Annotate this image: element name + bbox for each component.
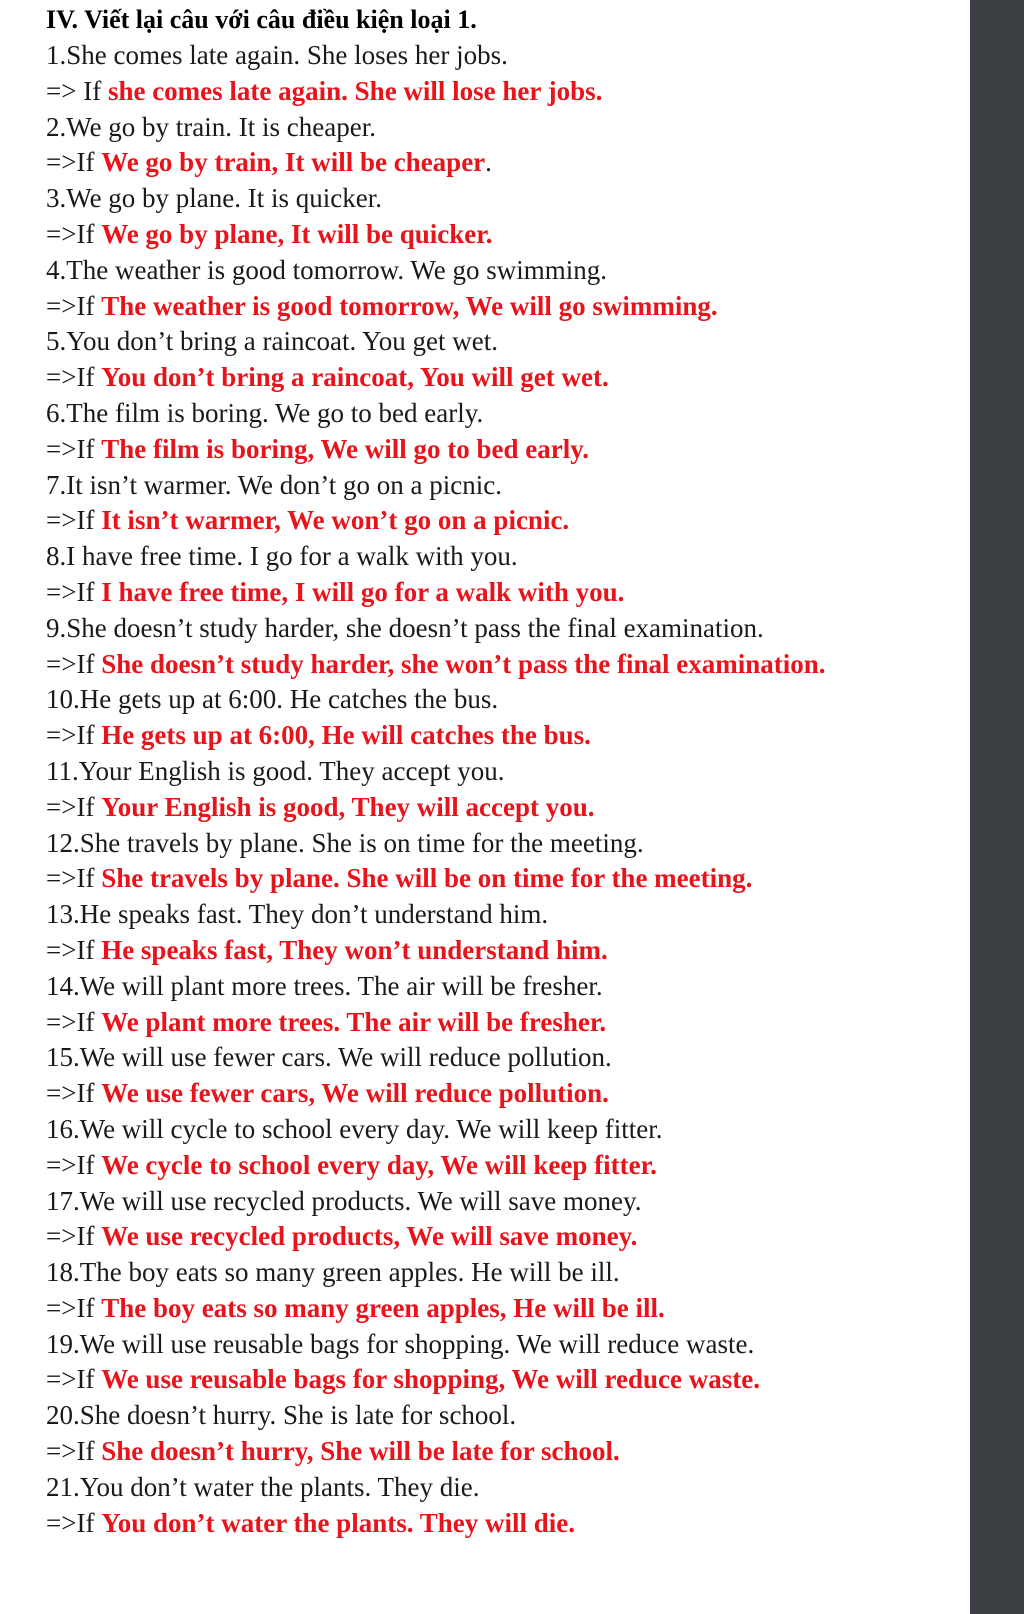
- exercise-item: [46, 253, 961, 325]
- answer-prefix: =>If: [46, 505, 102, 536]
- question-sentence: 10.He gets up at 6:00. He catches the bus.: [46, 684, 499, 715]
- exercise-item: [46, 539, 961, 611]
- answer-text: The boy eats so many green apples, He will be ill.: [101, 1292, 665, 1323]
- answer-text: You don’t bring a raincoat, You will get wet.: [101, 362, 609, 393]
- exercise-item: [46, 682, 961, 754]
- exercise-item: [46, 1255, 961, 1327]
- question-sentence: 6.The film is boring. We go to bed early.: [46, 397, 484, 428]
- answer-line: [46, 575, 961, 611]
- question-sentence: 11.Your English is good. They accept you.: [46, 755, 505, 786]
- document-content: [46, 2, 961, 1541]
- answer-line: [46, 74, 961, 110]
- answer-prefix: =>If: [46, 576, 102, 607]
- answer-prefix: => If: [46, 75, 108, 106]
- answer-line: [46, 145, 961, 181]
- answer-prefix: =>If: [46, 218, 102, 249]
- exercise-item: [46, 38, 961, 110]
- exercise-item: [46, 181, 961, 253]
- exercise-item: [46, 754, 961, 826]
- exercise-item: [46, 1398, 961, 1470]
- question-sentence: 21.You don’t water the plants. They die.: [46, 1471, 480, 1502]
- question-sentence: 7.It isn’t warmer. We don’t go on a picnic.: [46, 469, 502, 500]
- answer-text: We use recycled products, We will save money.: [101, 1221, 638, 1252]
- exercise-heading: IV. Viết lại câu với câu điều kiện loại 1.: [46, 5, 477, 34]
- question-sentence: 3.We go by plane. It is quicker.: [46, 183, 382, 214]
- question-sentence: 9.She doesn’t study harder, she doesn’t pass the final examination.: [46, 612, 764, 643]
- exercise-item: [46, 1040, 961, 1112]
- answer-text: I have free time, I will go for a walk with you.: [101, 576, 625, 607]
- answer-text: We cycle to school every day, We will keep fitter.: [101, 1149, 657, 1180]
- question-sentence: 14.We will plant more trees. The air will be fresher.: [46, 970, 603, 1001]
- question-sentence: 18.The boy eats so many green apples. He will be ill.: [46, 1257, 620, 1288]
- answer-line: [46, 360, 961, 396]
- answer-prefix: =>If: [46, 863, 102, 894]
- question-sentence: 15.We will use fewer cars. We will reduce pollution.: [46, 1042, 612, 1073]
- answer-text: He speaks fast, They won’t understand him.: [101, 934, 608, 965]
- question-sentence: 8.I have free time. I go for a walk with you.: [46, 541, 518, 572]
- question-sentence: 19.We will use reusable bags for shopping. We will reduce waste.: [46, 1328, 755, 1359]
- answer-line: [46, 1076, 961, 1112]
- question-sentence: 20.She doesn’t hurry. She is late for school.: [46, 1400, 517, 1431]
- exercise-item: [46, 324, 961, 396]
- exercise-item: [46, 969, 961, 1041]
- exercise-item: [46, 897, 961, 969]
- answer-line: [46, 1219, 961, 1255]
- answer-prefix: =>If: [46, 1436, 102, 1467]
- answer-prefix: =>If: [46, 1221, 102, 1252]
- question-sentence: 17.We will use recycled products. We will save money.: [46, 1185, 642, 1216]
- answer-text: The film is boring, We will go to bed early.: [101, 433, 589, 464]
- exercise-item: [46, 396, 961, 468]
- answer-prefix: =>If: [46, 1149, 102, 1180]
- answer-line: [46, 790, 961, 826]
- question-sentence: 4.The weather is good tomorrow. We go swimming.: [46, 254, 607, 285]
- question-sentence: 5.You don’t bring a raincoat. You get wet.: [46, 326, 498, 357]
- answer-text: she comes late again. She will lose her jobs.: [107, 75, 603, 106]
- answer-text: It isn’t warmer, We won’t go on a picnic.: [101, 505, 570, 536]
- answer-prefix: =>If: [46, 648, 102, 679]
- question-sentence: 13.He speaks fast. They don’t understand him.: [46, 899, 549, 930]
- question-sentence: 12.She travels by plane. She is on time for the meeting.: [46, 827, 644, 858]
- answer-prefix: =>If: [46, 1292, 102, 1323]
- answer-prefix: =>If: [46, 1507, 102, 1538]
- answer-text: You don’t water the plants. They will die.: [101, 1507, 575, 1538]
- answer-line: [46, 1506, 961, 1542]
- answer-line: [46, 1291, 961, 1327]
- answer-line: [46, 647, 961, 683]
- answer-text: We go by plane, It will be quicker.: [101, 218, 493, 249]
- answer-text: We plant more trees. The air will be fresher.: [101, 1006, 607, 1037]
- answer-prefix: =>If: [46, 362, 102, 393]
- answer-text: We go by train, It will be cheaper: [101, 147, 486, 178]
- answer-line: [46, 503, 961, 539]
- answer-prefix: =>If: [46, 1364, 102, 1395]
- answer-prefix: =>If: [46, 1078, 102, 1109]
- answer-prefix: =>If: [46, 290, 102, 321]
- exercise-item: [46, 1327, 961, 1399]
- exercise-item: [46, 468, 961, 540]
- answer-prefix: =>If: [46, 147, 102, 178]
- answer-line: [46, 1362, 961, 1398]
- question-sentence: 2.We go by train. It is cheaper.: [46, 111, 376, 142]
- answer-line: [46, 1148, 961, 1184]
- answer-text: We use reusable bags for shopping, We will reduce waste.: [101, 1364, 760, 1395]
- answer-text: Your English is good, They will accept you.: [101, 791, 595, 822]
- answer-line: [46, 1434, 961, 1470]
- answer-suffix: .: [485, 147, 492, 178]
- answer-line: [46, 289, 961, 325]
- answer-prefix: =>If: [46, 934, 102, 965]
- exercise-item: [46, 826, 961, 898]
- exercise-item: [46, 1470, 961, 1542]
- answer-text: We use fewer cars, We will reduce pollution.: [101, 1078, 609, 1109]
- exercise-item: [46, 611, 961, 683]
- answer-line: [46, 1005, 961, 1041]
- answer-prefix: =>If: [46, 1006, 102, 1037]
- answer-line: [46, 432, 961, 468]
- exercise-item: [46, 1184, 961, 1256]
- answer-text: The weather is good tomorrow, We will go swimming.: [101, 290, 718, 321]
- answer-line: [46, 861, 961, 897]
- answer-prefix: =>If: [46, 720, 102, 751]
- answer-text: She travels by plane. She will be on time for the meeting.: [101, 863, 753, 894]
- answer-text: She doesn’t study harder, she won’t pass the final examination.: [101, 648, 826, 679]
- answer-line: [46, 217, 961, 253]
- answer-text: He gets up at 6:00, He will catches the bus.: [101, 720, 591, 751]
- exercise-item: [46, 110, 961, 182]
- answer-text: She doesn’t hurry, She will be late for school.: [101, 1436, 620, 1467]
- answer-line: [46, 933, 961, 969]
- exercise-list: [46, 38, 961, 1541]
- answer-prefix: =>If: [46, 433, 102, 464]
- answer-line: [46, 718, 961, 754]
- exercise-item: [46, 1112, 961, 1184]
- question-sentence: 1.She comes late again. She loses her jobs.: [46, 40, 508, 70]
- answer-prefix: =>If: [46, 791, 102, 822]
- question-sentence: 16.We will cycle to school every day. We will keep fitter.: [46, 1113, 663, 1144]
